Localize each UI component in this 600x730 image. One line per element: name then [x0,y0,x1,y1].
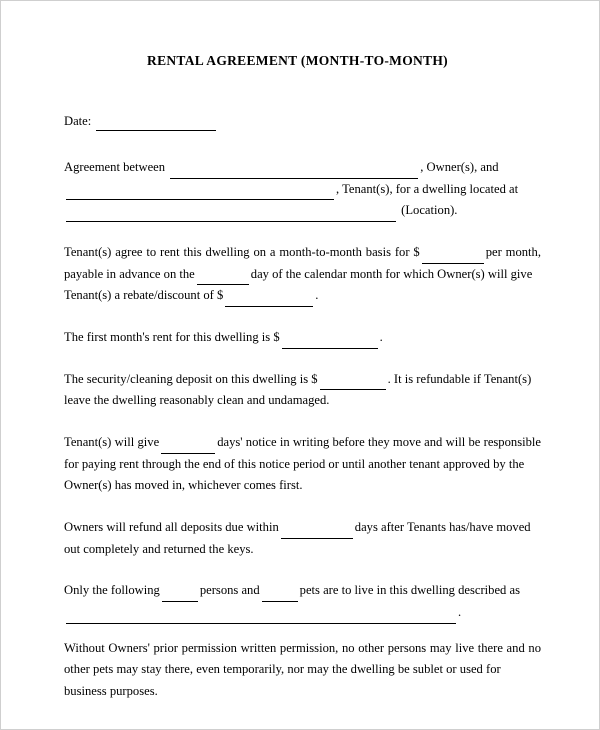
spacer [64,307,541,327]
rent-line-3 [64,285,541,307]
dwelling-description-blank[interactable] [66,611,456,624]
agreement-parties-paragraph [64,157,541,222]
notice-text-3: for paying rent through the end of this notice period or until another tenant approved by the [64,456,525,471]
refund-paragraph [64,517,541,560]
monthly-rent-blank[interactable] [422,251,484,264]
persons-count-blank[interactable] [162,589,198,602]
agreement-text-3: , Tenant(s), for a dwelling located at [336,181,519,196]
refund-text-3: out completely and returned the keys. [64,541,254,556]
permission-text-2: no other pets may stay there, even temporarily, nor may the dwelling be sublet or used for [64,640,541,677]
agreement-text-1: Agreement between [64,160,166,175]
first-month-text-2: . [379,330,383,345]
deposit-text-1: The security/cleaning deposit on this dwelling is $ [64,371,318,386]
spacer [64,560,541,580]
rent-text-4: day of the calendar month for which Owner(s) will give [250,266,533,281]
deposit-amount-blank[interactable] [320,377,386,390]
date-label: Date: [64,114,92,128]
spacer [64,69,541,111]
spacer [64,497,541,517]
document-body [1,1,600,703]
occupants-text-1: Only the following [64,583,160,598]
notice-paragraph [64,432,541,497]
agreement-text-2: , Owner(s), and [420,160,499,175]
deposit-paragraph [64,369,541,412]
date-blank[interactable] [96,118,216,131]
agreement-line-1 [64,157,541,179]
rent-terms-paragraph [64,242,541,307]
owner-name-blank[interactable] [170,166,418,179]
occupants-paragraph [64,580,541,623]
permission-text-3: business purposes. [64,683,158,698]
first-month-text-1: The first month's rent for this dwelling is $ [64,330,280,345]
occupants-line-2 [64,602,541,624]
first-month-rent-paragraph [64,327,541,349]
first-month-rent-blank[interactable] [282,336,378,349]
tenant-name-blank[interactable] [66,187,334,200]
deposit-text-2: . It is refundable if Tenant(s) [387,371,532,386]
rent-text-5: Tenant(s) a rebate/discount of $ [64,288,224,303]
pets-count-blank[interactable] [262,589,298,602]
deposit-line-2 [64,390,541,412]
agreement-line-3 [64,200,541,222]
notice-text-2: days' notice in writing before they move and will be responsible [217,435,541,450]
deposit-text-3: leave the dwelling reasonably clean and undamaged. [64,393,330,408]
permission-text-1: Without Owners' prior permission written permission, no other persons may live there and [64,640,525,655]
spacer [64,222,541,242]
agreement-line-2 [64,179,541,201]
spacer [64,624,541,638]
notice-days-blank[interactable] [161,441,215,454]
due-day-blank[interactable] [197,272,249,285]
rent-text-6: . [315,288,319,303]
date-field-row [64,111,541,131]
permission-line-3 [64,681,541,703]
spacer [64,131,541,157]
rent-text-3: payable in advance on the [64,266,195,281]
rebate-blank[interactable] [225,294,313,307]
spacer [64,412,541,432]
refund-days-blank[interactable] [281,526,353,539]
refund-line-2 [64,539,541,561]
occupants-text-3: pets are to live in this dwelling described as [299,583,520,598]
spacer [64,349,541,369]
notice-text-4: Owner(s) has moved in, whichever comes first. [64,478,303,493]
rent-text-1: Tenant(s) agree to rent this dwelling on a month-to-month basis for $ [64,245,420,260]
notice-text-1: Tenant(s) will give [64,435,160,450]
refund-text-1: Owners will refund all deposits due within [64,520,279,535]
agreement-text-4: (Location). [401,203,458,218]
refund-text-2: days after Tenants has/have moved [354,520,531,535]
occupants-text-2: persons and [199,583,260,598]
location-blank[interactable] [66,209,396,222]
occupants-text-4: . [458,604,462,619]
rent-text-2: per month, [485,245,541,260]
permission-paragraph [64,638,541,703]
page-title: RENTAL AGREEMENT (MONTH-TO-MONTH) [147,53,448,68]
notice-line-3 [64,475,541,497]
